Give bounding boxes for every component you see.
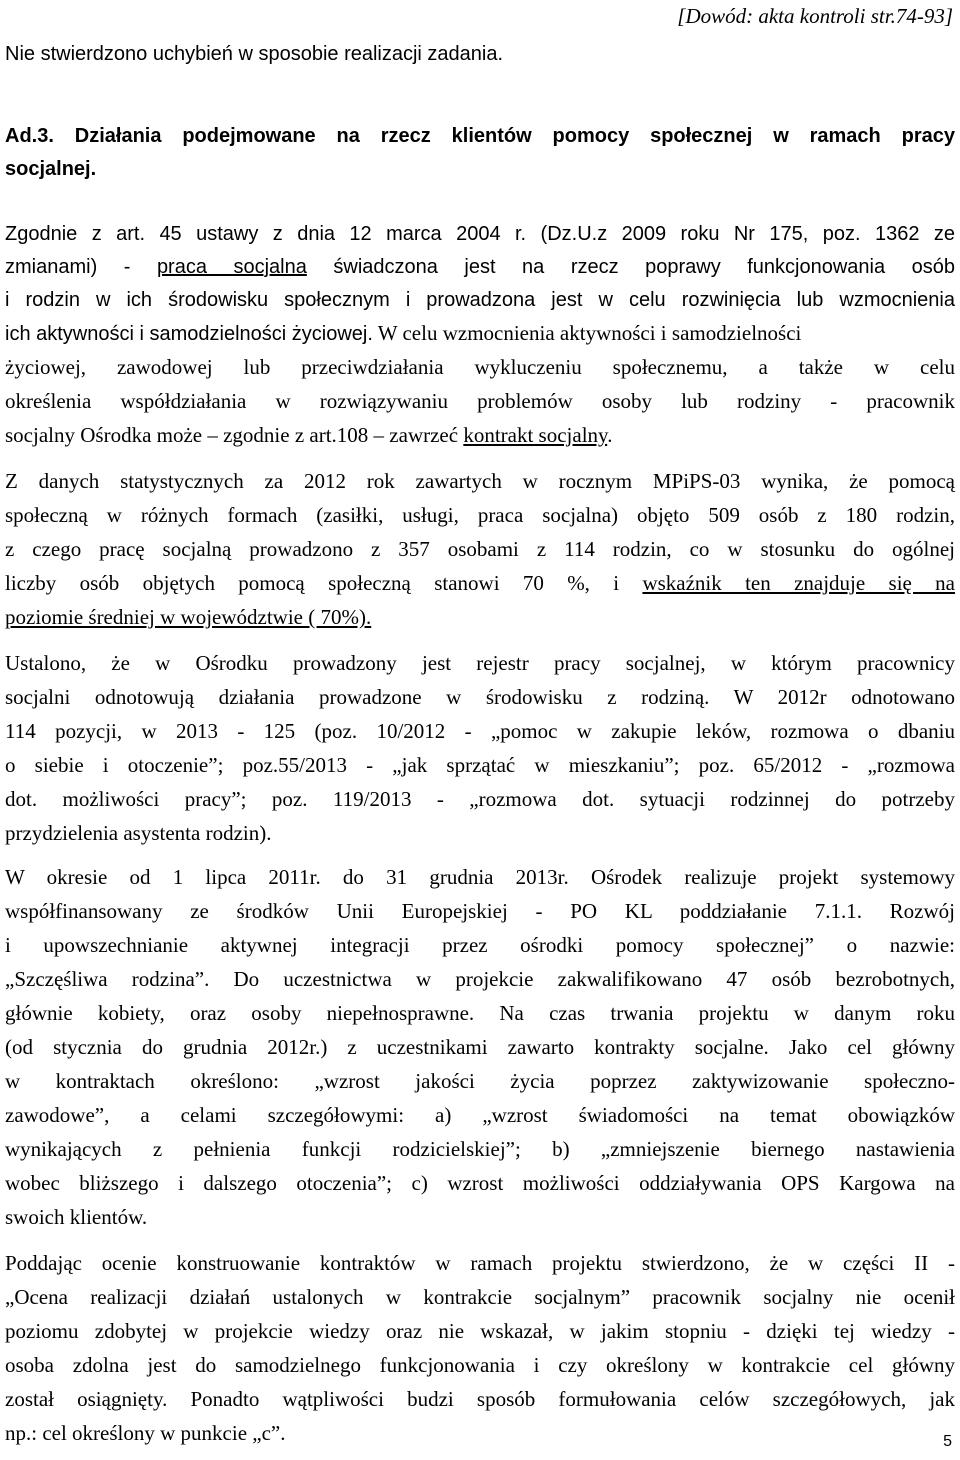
p1-line2: zmianami) - praca socjalna świadczona jest na rzecz poprawy funkcjonowania osób [5,256,955,278]
section-heading-line1: Ad.3. Działania podejmowane na rzecz klientów pomocy społecznej w ramach pracy [5,125,955,147]
praca-socjalna-term: praca socjalna [156,256,307,278]
p1-line4: ich aktywności i samodzielności życiowej. W celu wzmocnienia aktywności i samodzielności [5,321,802,345]
p1-line1: Zgodnie z art. 45 ustawy z dnia 12 marca 2004 r. (Dz.U.z 2009 roku Nr 175, poz. 1362 ze [5,223,955,245]
p4-line4: „Szczęśliwa rodzina”. Do uczestnictwa w projekcie zakwalifikowano 47 osób bezrobotnych, [5,967,955,991]
p4-line8: zawodowe”, a celami szczegółowymi: a) „wzrost świadomości na temat obowiązków [5,1103,955,1127]
p1-line3: i rodzin w ich środowisku społecznym i prowadzona jest w celu rozwinięcia lub wzmocnienia [5,289,955,311]
p1-line6: określenia współdziałania w rozwiązywaniu problemów osoby lub rodziny - pracownik [5,389,955,413]
p1-line7: socjalny Ośrodka może – zgodnie z art.108 – zawrzeć kontrakt socjalny. [5,423,613,447]
p3-line4: o siebie i otoczenie”; poz.55/2013 - „jak sprzątać w mieszkaniu”; poz. 65/2012 - „rozmowa [5,753,955,777]
p5-line2: „Ocena realizacji działań ustalonych w kontrakcie socjalnym” pracownik socjalny nie ocenił [5,1285,955,1309]
p2-line5: poziomie średniej w województwie ( 70%). [5,605,372,629]
p2-line2: społeczną w różnych formach (zasiłki, usługi, praca socjalna) objęto 509 osób z 180 rodzin, [5,503,955,527]
p3-line2: socjalni odnotowują działania prowadzone w środowisku z rodziną. W 2012r odnotowano [5,685,955,709]
p4-line6: (od stycznia do grudnia 2012r.) z uczestnikami zawarto kontrakty socjalne. Jako cel główny [5,1035,955,1059]
p5-line5: został osiągnięty. Ponadto wątpliwości budzi sposób formułowania celów szczegółowych, jak [5,1387,955,1411]
kontrakt-socjalny-term: kontrakt socjalny [463,423,608,447]
p4-line2: współfinansowany ze środków Unii Europejskiej - PO KL poddziałanie 7.1.1. Rozwój [5,899,955,923]
p5-line4: osoba zdolna jest do samodzielnego funkcjonowania i czy określony w kontrakcie cel główny [5,1353,955,1377]
p3-line5: dot. możliwości pracy”; poz. 119/2013 - „rozmowa dot. sytuacji rodzinnej do potrzeby [5,787,955,811]
evidence-reference: [Dowód: akta kontroli str.74-93] [677,4,953,28]
p3-line1: Ustalono, że w Ośrodku prowadzony jest rejestr pracy socjalnej, w którym pracownicy [5,651,955,675]
p4-line7: w kontraktach określono: „wzrost jakości życia poprzez zaktywizowanie społeczno- [5,1069,955,1093]
page-number: 5 [943,1433,952,1450]
p2-line4: liczby osób objętych pomocą społeczną stanowi 70 %, i wskaźnik ten znajduje się na [5,571,956,595]
p2-line1: Z danych statystycznych za 2012 rok zawartych w rocznym MPiPS-03 wynika, że pomocą [5,469,955,493]
intro-text: Nie stwierdzono uchybień w sposobie realizacji zadania. [5,43,504,65]
p3-line3: 114 pozycji, w 2013 - 125 (poz. 10/2012 - „pomoc w zakupie leków, rozmowa o dbaniu [5,719,955,743]
p4-line1: W okresie od 1 lipca 2011r. do 31 grudnia 2013r. Ośrodek realizuje projekt systemowy [5,865,955,889]
p5-line6: np.: cel określony w punkcie „c”. [5,1421,286,1445]
p5-line3: poziomu zdobytej w projekcie wiedzy oraz nie wskazał, w jakim stopniu - dzięki tej wiedzy - [5,1319,955,1343]
p4-line5: głównie kobiety, oraz osoby niepełnosprawne. Na czas trwania projektu w danym roku [5,1001,955,1025]
p4-line9: wynikających z pełnienia funkcji rodzicielskiej”; b) „zmniejszenie biernego nastawienia [5,1137,955,1161]
p1-line5: życiowej, zawodowej lub przeciwdziałania wykluczeniu społecznemu, a także w celu [5,355,955,379]
p4-line3: i upowszechnianie aktywnej integracji przez ośrodki pomocy społecznej” o nazwie: [5,933,955,957]
p2-line3: z czego pracę socjalną prowadzono z 357 osobami z 114 rodzin, co w stosunku do ogólnej [5,537,955,561]
section-heading-line2: socjalnej. [5,158,97,180]
p3-line6: przydzielenia asystenta rodzin). [5,821,272,845]
p5-line1: Poddając ocenie konstruowanie kontraktów w ramach projektu stwierdzono, że w części II - [5,1251,955,1275]
p4-line10: wobec bliższego i dalszego otoczenia”; c) wzrost możliwości oddziaływania OPS Kargowa na [5,1171,955,1195]
p4-line11: swoich klientów. [5,1205,148,1229]
